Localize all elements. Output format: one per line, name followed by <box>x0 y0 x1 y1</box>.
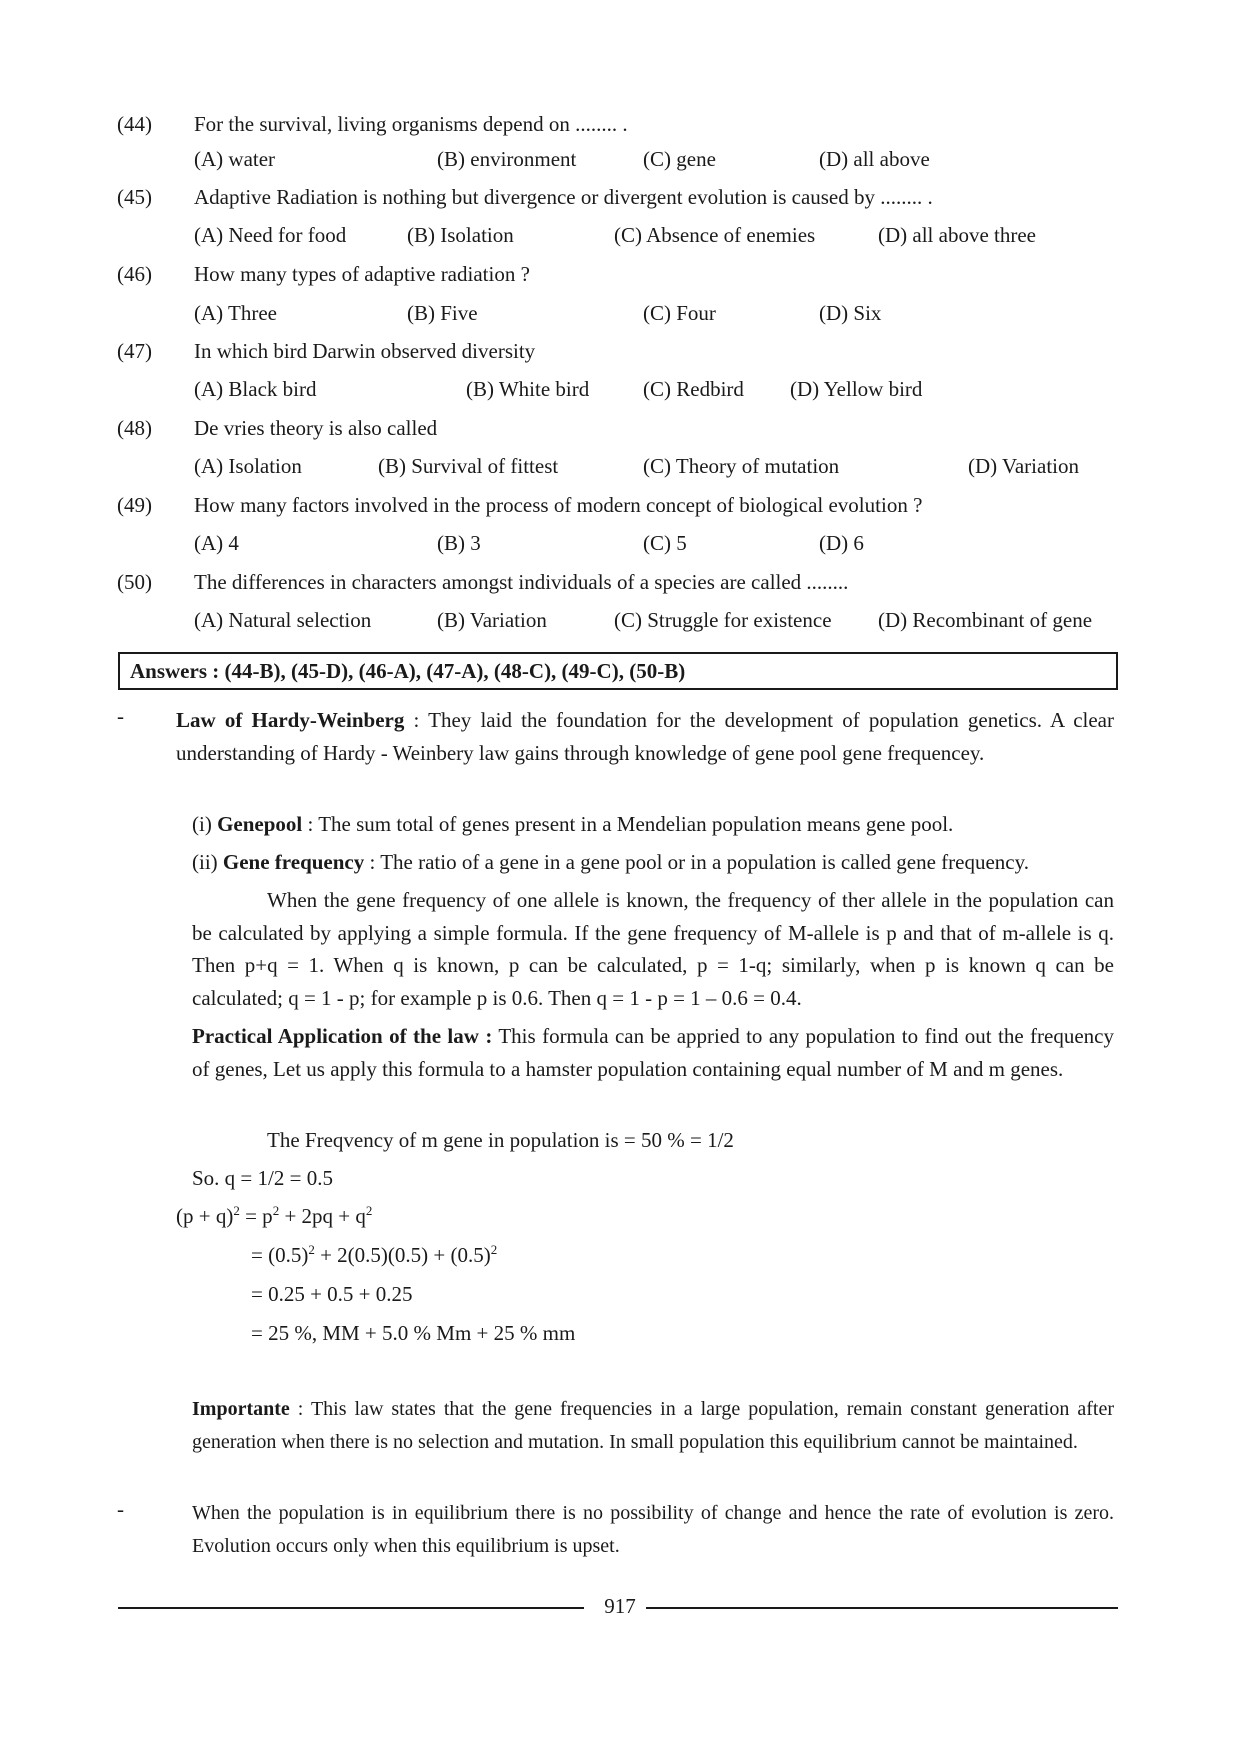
question-number: (46) <box>117 262 152 286</box>
option-a: (A) water <box>194 147 276 171</box>
importante-text: : This law states that the gene frequencies in a large population, remain constant generation after generation when there is no selection and mutation. In small population this equilibrium cannot be maintained. <box>192 1398 1114 1453</box>
option-d: (D) all above three <box>878 223 1037 247</box>
question-text: For the survival, living organisms depend on ........ . <box>194 112 628 136</box>
option-b: (B) environment <box>437 147 577 171</box>
practical-application-paragraph <box>192 1020 1114 1085</box>
option-a: (A) 4 <box>194 531 239 555</box>
superscript: 2 <box>272 1203 280 1218</box>
list-prefix: (i) <box>192 812 218 836</box>
frequency-paragraph: When the gene frequency of one allele is known, the frequency of ther allele in the population can be calculated by applying a simple formula. If the gene frequency of M-allele is p and that of m-allele is q. Then p+q = 1. When q is known, p can be calculated, p = 1-q; similarly, when p is known q can be calculated; q = 1 - p; for example p is 0.6. Then q = 1 - p = 1 – 0.6 = 0.4. <box>192 888 1114 1010</box>
bullet-marker: - <box>117 704 124 728</box>
eq-part: + 2(0.5)(0.5) + (0.5) <box>314 1243 491 1267</box>
question-text: The differences in characters amongst individuals of a species are called ........ <box>194 570 849 594</box>
option-c: (C) Absence of enemies <box>614 223 816 247</box>
eq-part: (p + q) <box>176 1204 234 1228</box>
question-number: (50) <box>117 570 152 594</box>
option-c: (C) Redbird <box>643 377 744 401</box>
question-text: In which bird Darwin observed diversity <box>194 339 536 363</box>
equation-4: = 25 %, MM + 5.0 % Mm + 25 % mm <box>251 1321 576 1345</box>
option-c: (C) Struggle for existence <box>614 608 832 632</box>
option-d: (D) Variation <box>968 454 1079 478</box>
question-number: (45) <box>117 185 152 209</box>
option-c: (C) 5 <box>643 531 687 555</box>
option-b: (B) 3 <box>437 531 481 555</box>
option-c: (C) Theory of mutation <box>643 454 840 478</box>
question-text: De vries theory is also called <box>194 416 438 440</box>
eq-part: = p <box>239 1204 273 1228</box>
option-b: (B) Variation <box>437 608 547 632</box>
genepool-text: : The sum total of genes present in a Mendelian population means gene pool. <box>302 812 954 836</box>
option-d: (D) all above <box>819 147 930 171</box>
option-a: (A) Natural selection <box>194 608 372 632</box>
importante-term: Importante <box>192 1398 290 1420</box>
footer-rule-left <box>118 1607 584 1609</box>
question-text: How many types of adaptive radiation ? <box>194 262 530 286</box>
option-b: (B) Isolation <box>407 223 514 247</box>
option-d: (D) Yellow bird <box>790 377 923 401</box>
genepool-definition <box>192 808 953 840</box>
option-d: (D) 6 <box>819 531 864 555</box>
superscript: 2 <box>308 1242 315 1257</box>
option-a: (A) Three <box>194 301 277 325</box>
hardy-weinberg-text: : They laid the foundation for the development of population genetics. A clear understanding of Hardy - Weinbery law gains through knowledge of gene pool gene frequencey. <box>176 708 1114 765</box>
hardy-weinberg-paragraph <box>176 704 1114 769</box>
practical-application-term: Practical Application of the law : <box>192 1024 493 1048</box>
question-number: (47) <box>117 339 152 363</box>
question-text: How many factors involved in the process of modern concept of biological evolution ? <box>194 493 923 517</box>
gene-frequency-text: : The ratio of a gene in a gene pool or in a population is called gene frequency. <box>364 850 1030 874</box>
superscript: 2 <box>490 1242 498 1257</box>
option-d: (D) Recombinant of gene <box>878 608 1093 632</box>
question-number: (48) <box>117 416 152 440</box>
genepool-term: Genepool <box>217 812 303 836</box>
eq-part: = (0.5) <box>251 1243 309 1267</box>
gene-frequency-definition <box>192 846 1029 878</box>
equation-2 <box>251 1239 497 1271</box>
bullet-marker: - <box>117 1497 124 1521</box>
equation-1 <box>176 1200 372 1232</box>
option-b: (B) Five <box>407 301 478 325</box>
option-b: (B) Survival of fittest <box>378 454 559 478</box>
option-a: (A) Need for food <box>194 223 347 247</box>
option-c: (C) Four <box>643 301 716 325</box>
list-prefix: (ii) <box>192 850 223 874</box>
superscript: 2 <box>365 1203 373 1218</box>
page-number: 917 <box>604 1594 636 1618</box>
footer-rule-right <box>646 1607 1118 1609</box>
option-d: (D) Six <box>819 301 882 325</box>
option-b: (B) White bird <box>466 377 590 401</box>
hardy-weinberg-title: Law of Hardy-Weinberg <box>176 708 405 732</box>
gene-frequency-term: Gene frequency <box>222 850 365 874</box>
question-text: Adaptive Radiation is nothing but divergence or divergent evolution is caused by ........ . <box>194 185 933 209</box>
equation-3: = 0.25 + 0.5 + 0.25 <box>251 1282 413 1306</box>
q-value-line: So. q = 1/2 = 0.5 <box>192 1166 333 1190</box>
equilibrium-paragraph: When the population is in equilibrium there is no possibility of change and hence the rate of evolution is zero. Evolution occurs only when this equilibrium is upset. <box>192 1502 1114 1557</box>
question-number: (44) <box>117 112 152 136</box>
superscript: 2 <box>233 1203 240 1218</box>
answers-box: Answers : (44-B), (45-D), (46-A), (47-A), (48-C), (49-C), (50-B) <box>118 652 1118 690</box>
option-c: (C) gene <box>643 147 716 171</box>
option-a: (A) Black bird <box>194 377 317 401</box>
question-number: (49) <box>117 493 152 517</box>
practical-application-text: This formula can be appried to any population to find out the frequency of genes, Let us apply this formula to a hamster population containing equal number of M and m genes. <box>192 1024 1114 1081</box>
eq-part: + 2pq + q <box>279 1204 366 1228</box>
importante-paragraph <box>192 1393 1114 1458</box>
frequency-line: The Freqvency of m gene in population is = 50 % = 1/2 <box>267 1128 734 1152</box>
option-a: (A) Isolation <box>194 454 302 478</box>
